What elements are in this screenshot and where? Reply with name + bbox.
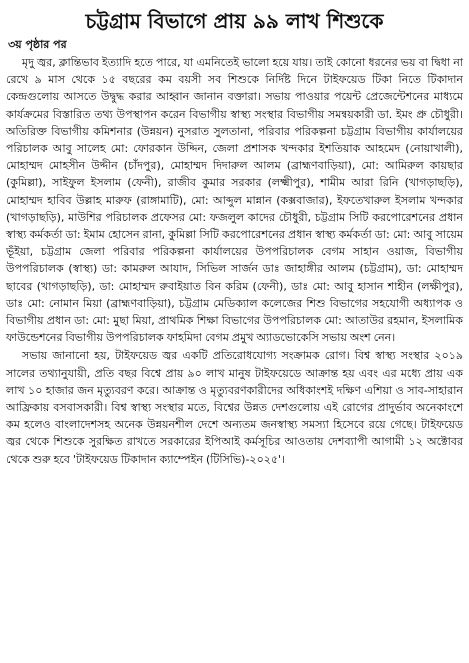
continued-from-label: ৩য় পৃষ্ঠার পর xyxy=(8,38,67,51)
article-paragraph-2: সভায় জানানো হয়, টাইফয়েড জ্বর একটি প্রতিরোধযোগ্য সংক্রামক রোগ। বিশ্ব স্বাস্থ্য সংস্থার ২০১৯ সালের তথ্যানুযায়ী, প্রতি বছর বিশ্বে প্রায় ৯০ লাখ মানুষ টাইফয়েডে আক্রান্ত হয় এবং এর মধ্যে প্রায় এক লাখ ১০ হাজার জন মৃত্যুবরণ করে। আক্রান্ত ও মৃত্যুবরণকারীদের অধিকাংশই দক্ষিণ এশিয়া ও সাব-সাহারান আফ্রিকায় বসবাসকারী। বিশ্ব স্বাস্থ্য সংস্থার মতে, বিশ্বের উন্নত দেশগুলোয় এই রোগের প্রাদুর্ভাব অনেকাংশে কম হলেও বাংলাদেশসহ অনেক উন্নয়নশীল দেশে অন্যতম জনস্বাস্থ্য সমস্যা হিসেবে রয়ে গেছে। টাইফয়েড জ্বর থেকে শিশুকে সুরক্ষিত রাখতে সরকারের ইপিআই কর্মসূচির আওতায় দেশব্যাপী আগামী ১২ অক্টোবর থেকে শুরু হবে 'টাইফয়েড টিকাদান ক্যাম্পেইন (টিসিভি)-২০২৫'। xyxy=(6,349,463,466)
article-paragraph-1: মৃদু জ্বর, ক্লান্তিভাব ইত্যাদি হতে পারে, যা এমনিতেই ভালো হয়ে যায়। তাই কোনো ধরনের ভয় বা দ্বিধা না রেখে ৯ মাস থেকে ১৫ বছরের কম বয়সী সব শিশুকে নির্দিষ্ট দিনে টাইফয়েড টিকা নিতে টিকাদান কেন্দ্রগুলোয় আসতে উদ্বুদ্ধ করার আহ্বান জানান বক্তারা। সভায় পাওয়ার পয়েন্ট প্রেজেন্টেশনের মাধ্যমে কার্যক্রমের বিস্তারিত তথ্য উপস্থাপন করেন বিভাগীয় স্বাস্থ্য সংস্থার বিভাগীয় সমন্বয়কারী ডা. ইমং প্রু চৌধুরী। অতিরিক্ত বিভাগীয় কমিশনার (উন্নয়ন) নুসরাত সুলতানা, পরিবার পরিকল্পনা চট্টগ্রাম বিভাগীয় কার্যালয়ের পরিচালক আবু সালেহ মো: ফোরকান উদ্দিন, জেলা প্রশাসক খন্দকার ইশতিয়াক আহমেদ (নোয়াখালী), মোহাম্মদ মোহসীন উদ্দীন (চাঁদপুর), মোহাম্মদ দিদারুল আলম (ব্রাহ্মণবাড়িয়া), মো: আমিরুল কায়ছার (কুমিল্লা), সাইফুল ইসলাম (ফেনী), রাজীব কুমার সরকার (লক্ষ্মীপুর), শামীম আরা রিনি (খাগড়াছড়ি), মোহাম্মদ হাবিব উল্লাহ মারুফ (রাঙ্গামাটি), মো: আব্দুল মান্নান (কক্সবাজার), ইফতেখারুল ইসলাম খন্দকার (খাগড়াছড়ি), মাউশির পরিচালক প্রফেসর মো: ফজলুল কাদের চৌধুরী, চট্টগ্রাম সিটি করপোরেশনের প্রধান স্বাস্থ্য কর্মকর্তা ডা: ইমাম হোসেন রানা, কুমিল্লা সিটি করপোরেশনের প্রধান স্বাস্থ্য কর্মকর্তা ডা: মো: আবু সায়েম ভূঁইয়া, চট্টগ্রাম জেলা পরিবার পরিকল্পনা কার্যালয়ের উপপরিচালক বেগম সাহান ওয়াজ, বিভাগীয় উপপরিচালক (স্বাস্থ্য) ডা: কামরুল আযাদ, সিভিল সার্জন ডাঃ জাহাঙ্গীর আলম (চট্টগ্রাম), ডা: মোহাম্মদ ছাবের (খাগড়াছড়ি), ডা: মোহাম্মদ রুবাইয়াত বিন করিম (ফেনী), ডাঃ মো: আবু হাসান শাহীন (লক্ষীপুর), ডাঃ মো: নোমান মিয়া (ব্রাহ্মণবাড়িয়া), চট্টগ্রাম মেডিক্যাল কলেজের শিশু বিভাগের সহযোগী অধ্যাপক ও বিভাগীয় প্রধান ডা: মো: মুছা মিয়া, প্রাথমিক শিক্ষা বিভাগের উপপরিচালক মো: আতাউর রহমান, ইসলামিক ফাউন্ডেশনের বিভাগীয় উপপরিচালক ফাহমিদা বেগম প্রমুখ অ্যাডভোকেসি সভায় অংশ নেন। xyxy=(6,56,463,345)
article-headline: চট্টগ্রাম বিভাগে প্রায় ৯৯ লাখ শিশুকে xyxy=(85,9,384,33)
